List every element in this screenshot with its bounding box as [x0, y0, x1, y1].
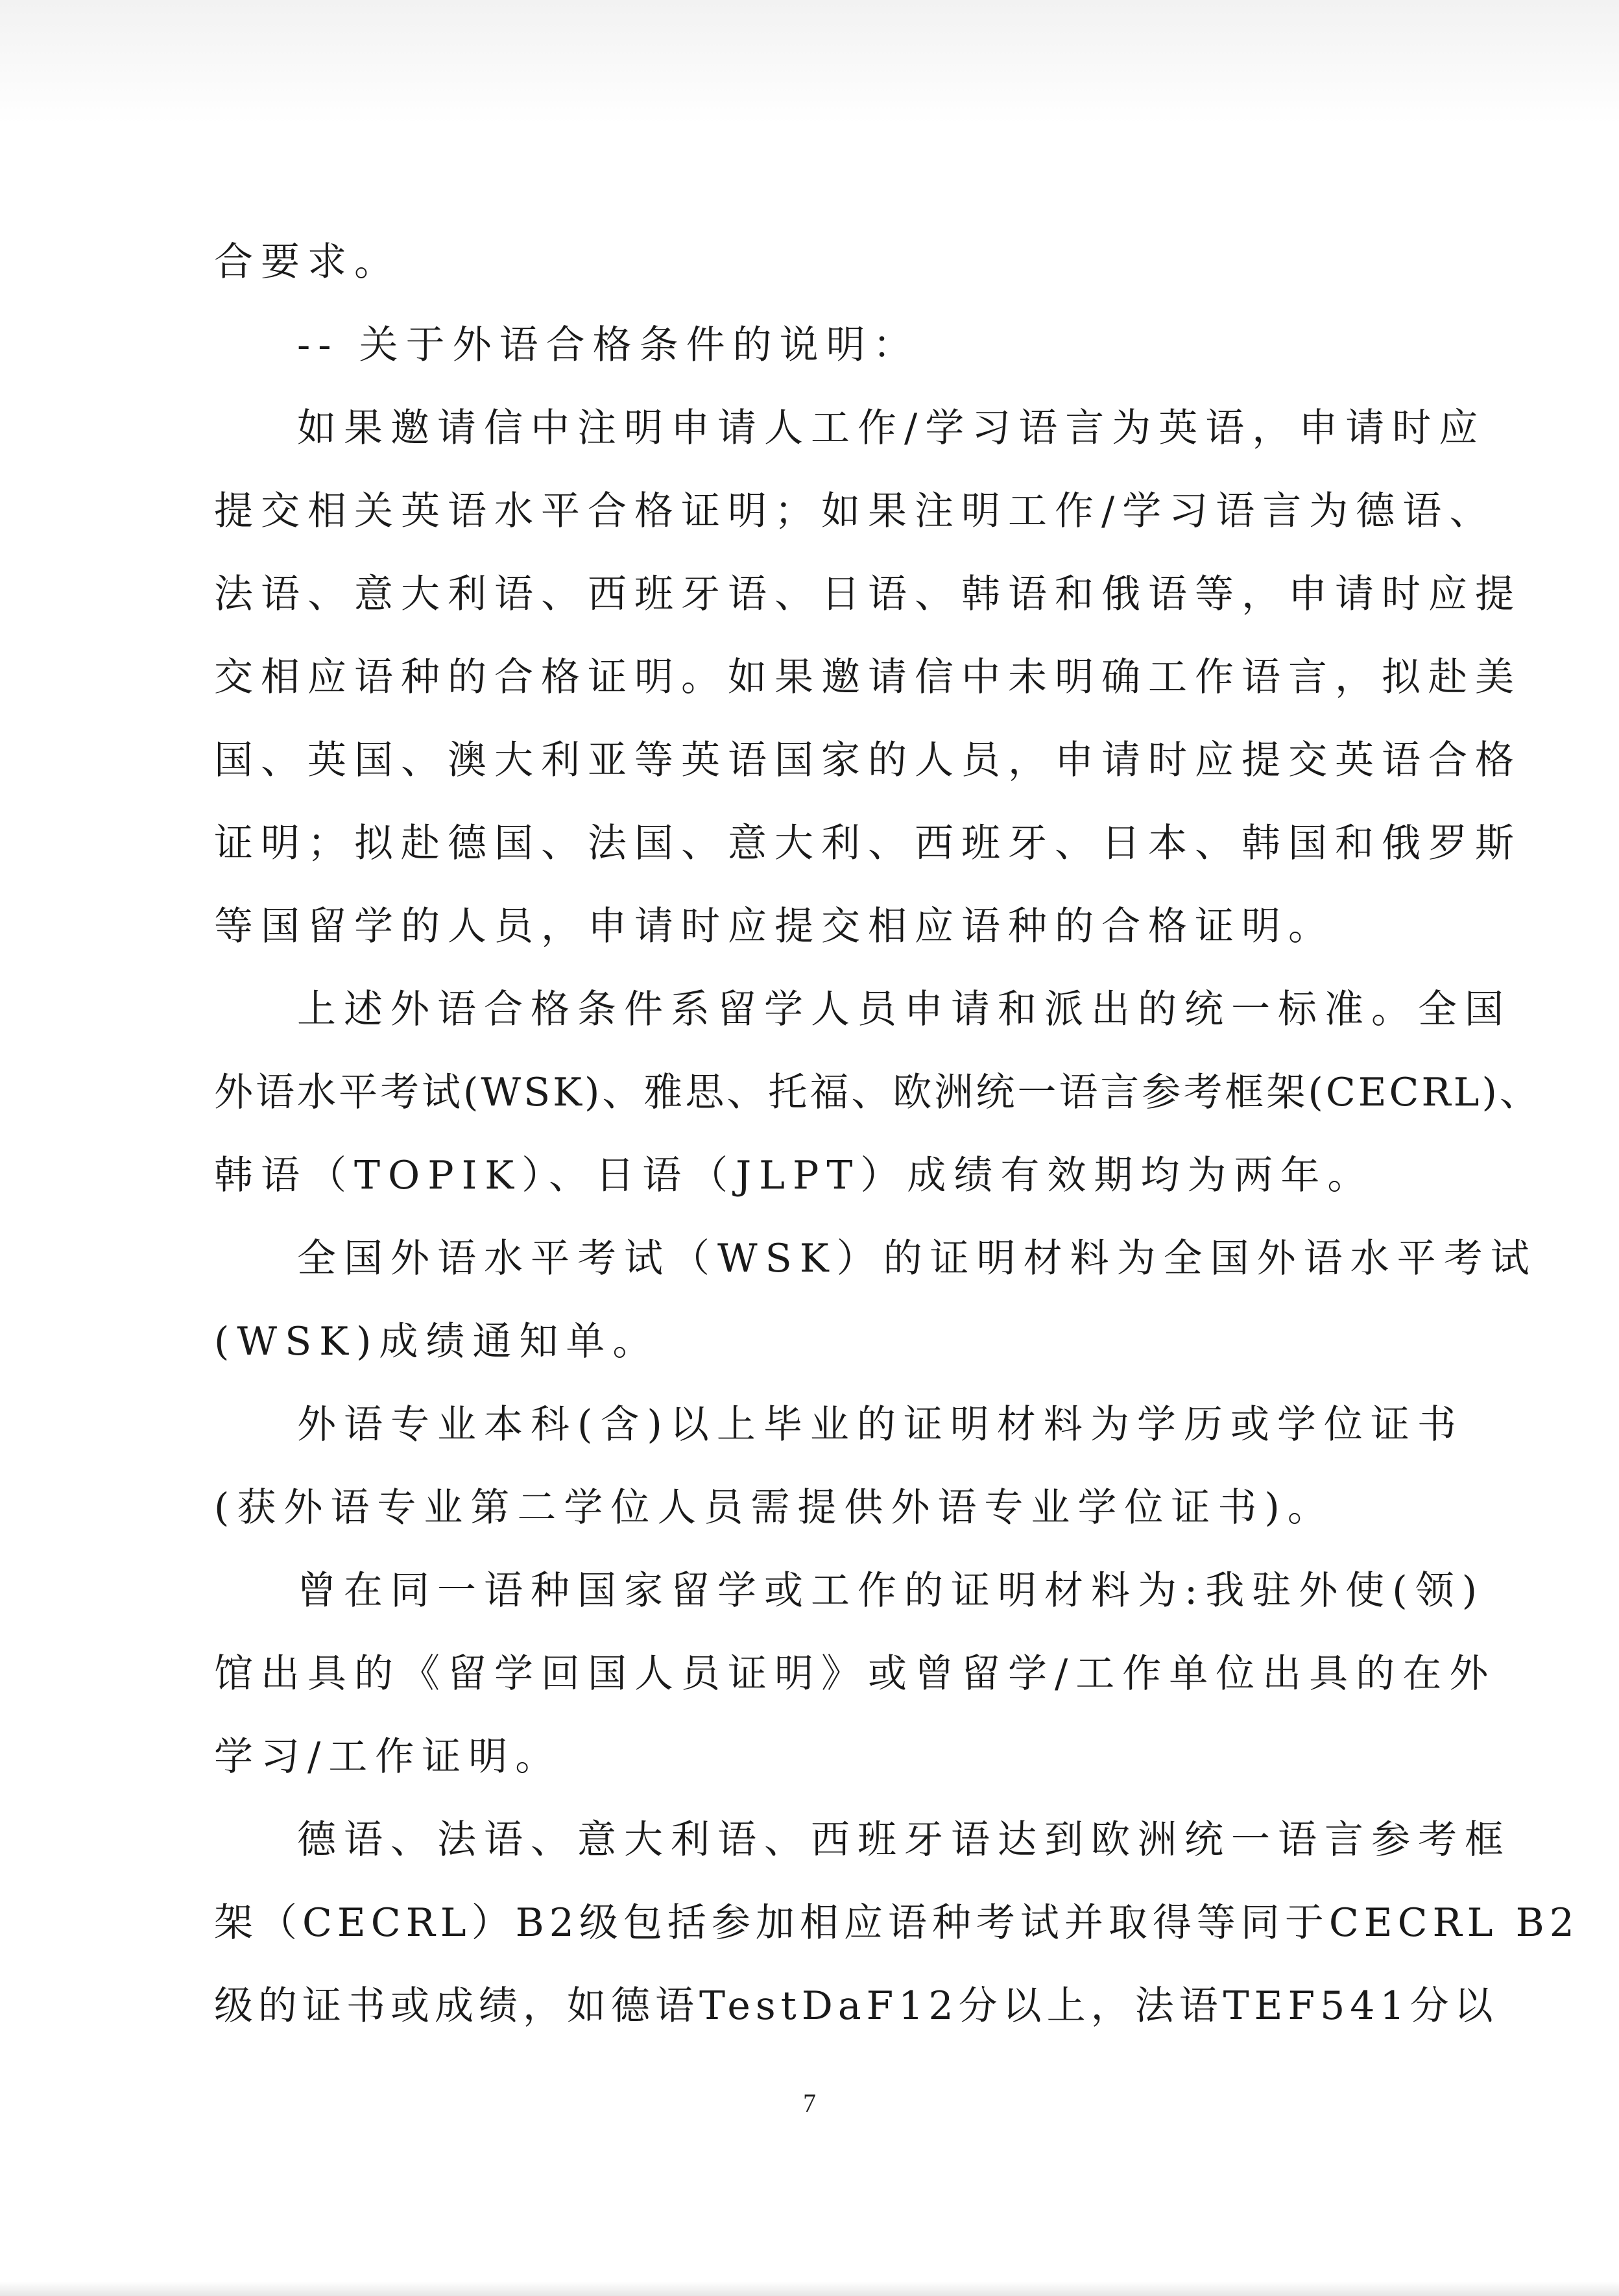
text-line: 全国外语水平考试（WSK）的证明材料为全国外语水平考试 — [297, 1236, 1537, 1281]
page-number: 7 — [803, 2088, 816, 2118]
text-line: 如果邀请信中注明申请人工作/学习语言为英语，申请时应 — [297, 405, 1486, 451]
text-line: 级的证书或成绩，如德语TestDaF12分以上，法语TEF541分以 — [214, 1983, 1498, 2029]
text-line: 提交相关英语水平合格证明；如果注明工作/学习语言为德语、 — [214, 489, 1496, 534]
text-line: 合要求。 — [214, 239, 401, 285]
text-line: 外语专业本科(含)以上毕业的证明材料为学历或学位证书 — [297, 1402, 1464, 1447]
text-line: 德语、法语、意大利语、西班牙语达到欧洲统一语言参考框 — [297, 1817, 1511, 1863]
scan-shadow-bottom — [0, 2282, 1619, 2296]
text-line: 韩语（TOPIK）、日语（JLPT）成绩有效期均为两年。 — [214, 1153, 1374, 1198]
text-line: (WSK)成绩通知单。 — [214, 1319, 660, 1364]
text-line: (获外语专业第二学位人员需提供外语专业学位证书)。 — [214, 1485, 1334, 1530]
scan-shadow-top — [0, 0, 1619, 123]
text-line: 馆出具的《留学回国人员证明》或曾留学/工作单位出具的在外 — [214, 1651, 1496, 1697]
text-line: -- 关于外语合格条件的说明： — [297, 322, 920, 368]
text-line: 交相应语种的合格证明。如果邀请信中未明确工作语言，拟赴美 — [214, 655, 1522, 700]
text-line: 证明；拟赴德国、法国、意大利、西班牙、日本、韩国和俄罗斯 — [214, 821, 1522, 866]
text-line: 学习/工作证明。 — [214, 1734, 562, 1780]
text-line: 上述外语合格条件系留学人员申请和派出的统一标准。全国 — [297, 987, 1511, 1032]
text-line: 国、英国、澳大利亚等英语国家的人员，申请时应提交英语合格 — [214, 738, 1522, 783]
text-line: 法语、意大利语、西班牙语、日语、韩语和俄语等，申请时应提 — [214, 572, 1522, 617]
text-line: 架（CECRL）B2级包括参加相应语种考试并取得等同于CECRL B2 — [214, 1900, 1579, 1946]
text-line: 等国留学的人员，申请时应提交相应语种的合格证明。 — [214, 904, 1335, 949]
text-line: 曾在同一语种国家留学或工作的证明材料为:我驻外使(领) — [297, 1568, 1485, 1613]
text-line: 外语水平考试(WSK)、雅思、托福、欧洲统一语言参考框架(CECRL)、 — [214, 1070, 1541, 1115]
